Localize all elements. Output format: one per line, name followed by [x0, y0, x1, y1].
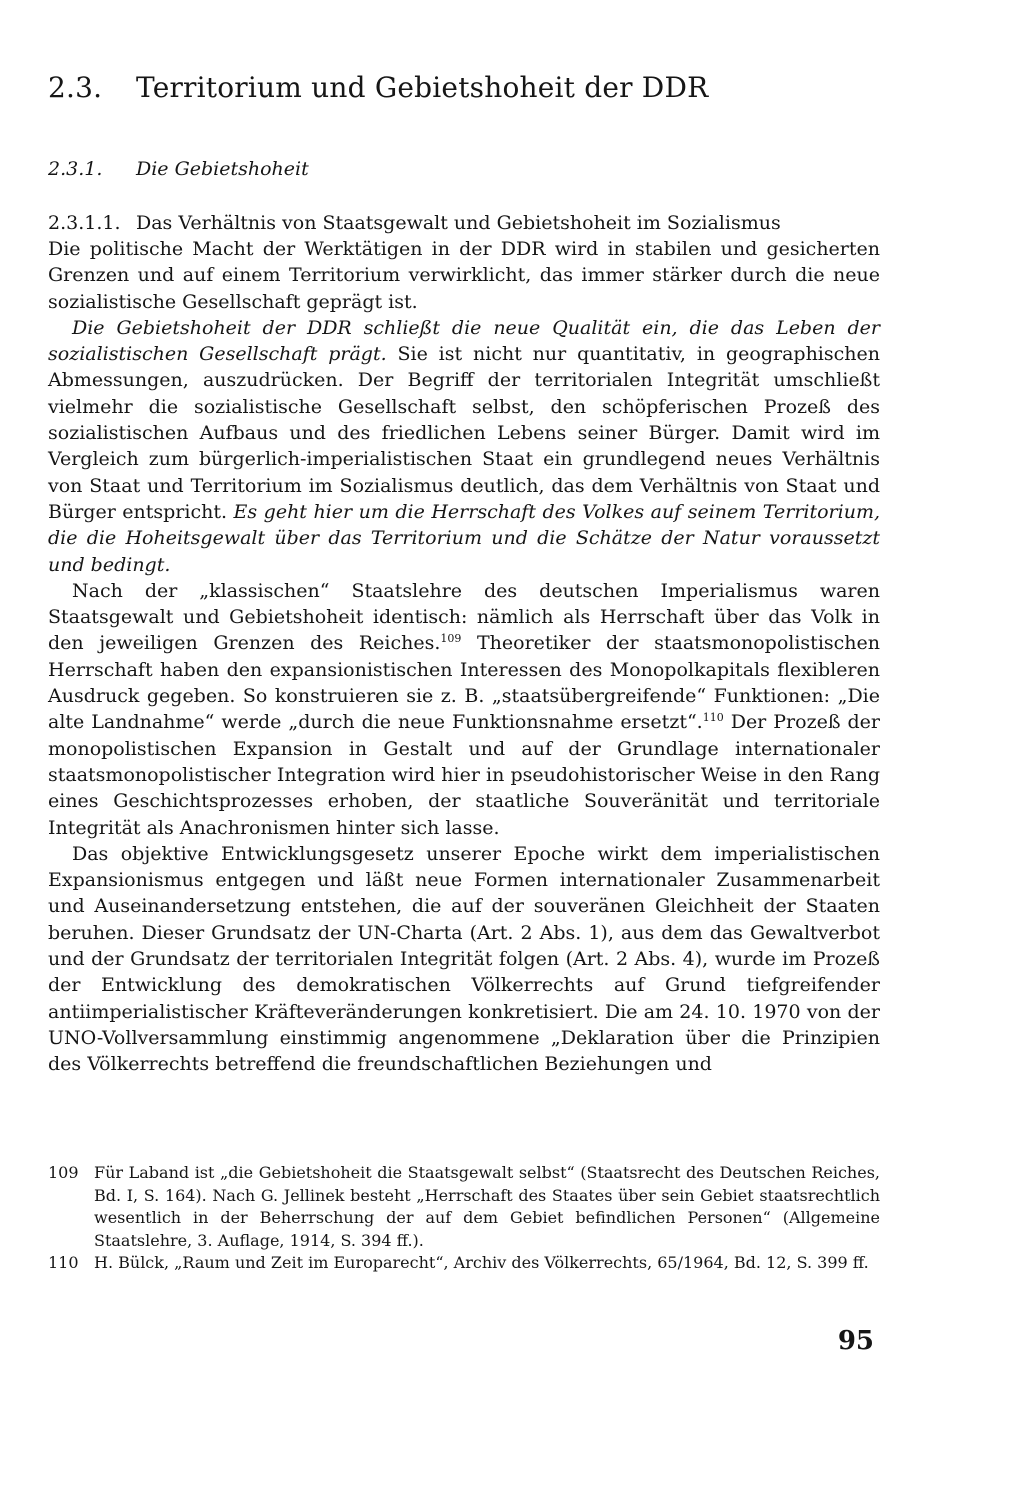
paragraph-4: Das objektive Entwicklungsgesetz unserer Epoche wirkt dem imperialistischen Expansionismus entgegen und läßt neue Formen internationaler Zusammenarbeit und Auseinandersetzung entstehen, die auf der souveränen Gleichheit der Staaten beruhen. Dieser Grundsatz der UN-Charta (Art. 2 Abs. 1), aus dem das Gewaltverbot und der Grundsatz der territorialen Integrität folgen (Art. 2 Abs. 4), wurde im Prozeß der Entwicklung des demokratischen Völkerrechts auf Grund tiefgreifender antiimperialistischer Kräfteveränderungen konkretisiert. Die am 24. 10. 1970 von der UNO-Vollversammlung einstimmig angenommene „Deklaration über die Prinzipien des Völkerrechts betreffend die freundschaftlichen Beziehungen und [48, 842, 880, 1076]
footnote-110 [48, 1252, 880, 1275]
paragraph-1: Die politische Macht der Werktätigen in der DDR wird in stabilen und gesicherten Grenzen und auf einem Territorium verwirklicht, das immer stärker durch die neue sozialistische Gesellschaft geprägt ist. [48, 238, 880, 313]
footnote-ref-110[interactable]: 110 [702, 711, 724, 725]
subsection-heading [48, 156, 309, 182]
section-number: 2.3. [48, 71, 103, 104]
subsection-title: Die Gebietshoheit [136, 158, 309, 180]
footnote-number: 109 [48, 1163, 79, 1182]
paragraph-2 [48, 315, 880, 578]
footnote-109 [48, 1162, 880, 1252]
paragraph-3-part-c: Der Prozeß der monopolistischen Expansion in Gestalt und auf der Grundlage internationaler staatsmonopolistischer Integration wird hier in pseudohistorischer Weise in den Rang eines Geschichtsprozesses erhoben, der staatliche Souveränität und territoriale Integrität als Anachronismen hinter sich lasse. [48, 711, 880, 839]
paragraph-3 [48, 578, 880, 841]
paragraph-3-part-b: Theoretiker der staatsmonopolistischen Herrschaft haben den expansionistischen Interessen des Monopolkapitals flexibleren Ausdruck gegeben. So konstruieren sie z. B. „staatsübergreifende“ Funktionen: „Die alte Landnahme“ werde „durch die neue Funktionsnahme ersetzt“. [48, 632, 881, 734]
subsubsection-number: 2.3.1.1. [48, 212, 121, 234]
footnote-number: 110 [48, 1253, 79, 1272]
page-number: 95 [837, 1326, 874, 1356]
footnote-text: Für Laband ist „die Gebietshoheit die Staatsgewalt selbst“ (Staatsrecht des Deutschen Reiches, Bd. I, S. 164). Nach G. Jellinek besteht „Herrschaft des Staates über sein Gebiet staatsrechtlich wesentlich in der Beherrschung der auf dem Gebiet befindlichen Personen“ (Allgemeine Staatslehre, 3. Auflage, 1914, S. 394 ff.). [94, 1163, 880, 1250]
paragraph-2-emphasis-1: Die Gebietshoheit der DDR schließt die neue Qualität ein, die das Leben der sozialistischen Gesellschaft prägt. [48, 316, 880, 366]
footnotes [48, 1162, 880, 1275]
paragraph-2-text: Sie ist nicht nur quantitativ, in geographischen Abmessungen, auszudrücken. Der Begriff der territorialen Integrität umschließt vielmehr die sozialistische Gesellschaft selbst, den schöpferischen Prozeß des sozialistischen Aufbaus und des friedlichen Lebens seiner Bürger. Damit wird im Vergleich zum bürgerlich-imperialistischen Staat ein grundlegend neues Verhältnis von Staat und Territorium im Sozialismus deutlich, das dem Verhältnis von Staat und Bürger entspricht. [48, 343, 880, 523]
body-text [48, 236, 880, 1078]
footnote-ref-109[interactable]: 109 [440, 632, 462, 646]
section-title: Territorium und Gebietshoheit der DDR [136, 71, 709, 104]
section-heading [48, 70, 708, 106]
paragraph-2-emphasis-2: Es geht hier um die Herrschaft des Volkes auf seinem Territorium, die die Hoheitsgewalt über das Territorium und die Schätze der Natur voraussetzt und bedingt. [48, 500, 880, 576]
subsection-number: 2.3.1. [48, 158, 103, 180]
paragraph-3-part-a: Nach der „klassischen“ Staatslehre des deutschen Imperialismus waren Staatsgewalt und Gebietshoheit identisch: nämlich als Herrschaft über das Volk in den jeweiligen Grenzen des Reiches. [48, 579, 880, 655]
footnote-text: H. Bülck, „Raum und Zeit im Europarecht“, Archiv des Völkerrechts, 65/1964, Bd. 12, S. 399 ff. [94, 1253, 869, 1272]
subsubsection-heading [48, 210, 781, 236]
subsubsection-title: Das Verhältnis von Staatsgewalt und Gebietshoheit im Sozialismus [136, 212, 781, 234]
